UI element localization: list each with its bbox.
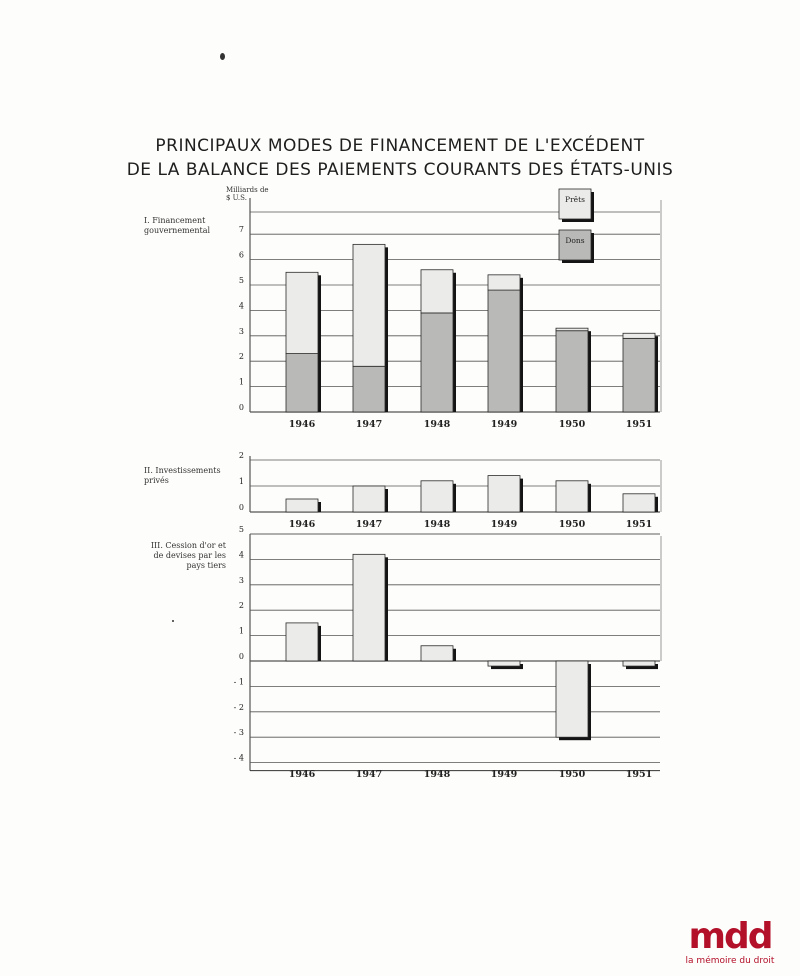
legend-dons-label: Dons — [565, 236, 585, 245]
y-tick-label: 1 — [238, 377, 244, 387]
units-label: Milliards de $ U.S. — [226, 186, 269, 202]
x-tick-label-1946: 1946 — [288, 519, 316, 530]
x-tick-label-1950: 1950 — [558, 769, 586, 780]
paper-speck — [220, 53, 225, 60]
chart-title-line2: DE LA BALANCE DES PAIEMENTS COURANTS DES ÉTATS-UNIS — [126, 160, 674, 180]
bar-1946 — [286, 499, 318, 512]
y-tick-label: 2 — [238, 451, 244, 460]
bar-1951 — [623, 661, 655, 666]
bar-prets-1950 — [556, 328, 588, 331]
y-tick-label: 3 — [238, 326, 244, 336]
bar-dons-1951 — [623, 338, 655, 412]
section-label-investissements: II. Investissements privés — [144, 466, 221, 485]
y-tick-label: 4 — [238, 550, 244, 560]
bar-1946 — [286, 623, 318, 661]
bar-1948 — [421, 646, 453, 661]
y-tick-label: 2 — [238, 352, 244, 362]
y-tick-label: 2 — [238, 601, 244, 611]
bar-dons-1946 — [286, 354, 318, 412]
bar-prets-1949 — [488, 275, 520, 290]
bar-dons-1948 — [421, 313, 453, 412]
x-tick-label-1948: 1948 — [423, 769, 451, 780]
bar-1947 — [353, 554, 385, 661]
logo-tagline: la mémoire du droit — [685, 956, 775, 966]
legend-prets-swatch — [559, 189, 591, 219]
y-tick-label: - 2 — [233, 702, 244, 712]
x-tick-label-1951: 1951 — [625, 419, 653, 430]
bar-dons-1950 — [556, 331, 588, 412]
bar-1947 — [353, 486, 385, 512]
legend-prets-label: Prêts — [565, 195, 585, 204]
y-tick-label: 0 — [238, 403, 244, 412]
y-tick-label: 0 — [238, 652, 244, 661]
y-tick-label: - 4 — [233, 753, 244, 763]
x-tick-label-1948: 1948 — [423, 519, 451, 530]
x-tick-label-1949: 1949 — [490, 519, 518, 530]
y-tick-label: 5 — [238, 525, 244, 534]
bar-prets-1946 — [286, 272, 318, 353]
bar-prets-1947 — [353, 244, 385, 366]
x-tick-label-1949: 1949 — [490, 769, 518, 780]
y-tick-label: 4 — [238, 301, 244, 311]
x-tick-label-1947: 1947 — [355, 769, 383, 780]
x-tick-label-1948: 1948 — [423, 419, 451, 430]
bar-1950 — [556, 661, 588, 737]
bar-1951 — [623, 494, 655, 512]
bar-prets-1951 — [623, 333, 655, 338]
x-tick-label-1947: 1947 — [355, 519, 383, 530]
y-tick-label: 0 — [238, 503, 244, 512]
y-tick-label: 7 — [238, 225, 244, 235]
bar-dons-1949 — [488, 290, 520, 412]
y-tick-label: - 3 — [233, 728, 244, 738]
y-tick-label: 6 — [238, 250, 244, 260]
legend-dons-swatch — [559, 230, 591, 260]
bar-dons-1947 — [353, 366, 385, 412]
x-tick-label-1950: 1950 — [558, 519, 586, 530]
bar-prets-1948 — [421, 270, 453, 313]
paper-speck — [172, 620, 174, 622]
logo-text: mdd — [688, 916, 772, 957]
bar-1948 — [421, 481, 453, 512]
bar-1949 — [488, 476, 520, 512]
chart-title-line1: PRINCIPAUX MODES DE FINANCEMENT DE L'EXCÉDENT — [155, 136, 645, 156]
bar-1949 — [488, 661, 520, 666]
section-label-cession: III. Cession d'or et de devises par les pays tiers — [150, 541, 226, 570]
x-tick-label-1951: 1951 — [625, 519, 653, 530]
mdd-logo — [682, 918, 778, 967]
y-tick-label: 1 — [238, 477, 244, 486]
y-tick-label: 3 — [238, 575, 244, 585]
y-tick-label: 1 — [238, 626, 244, 636]
x-tick-label-1946: 1946 — [288, 419, 316, 430]
x-tick-label-1946: 1946 — [288, 769, 316, 780]
x-tick-label-1947: 1947 — [355, 419, 383, 430]
bar-1950 — [556, 481, 588, 512]
section-label-financement: I. Financement gouvernemental — [144, 216, 211, 235]
x-tick-label-1950: 1950 — [558, 419, 586, 430]
y-tick-label: 5 — [238, 276, 244, 285]
y-tick-label: - 1 — [233, 677, 244, 687]
x-tick-label-1949: 1949 — [490, 419, 518, 430]
x-tick-label-1951: 1951 — [625, 769, 653, 780]
